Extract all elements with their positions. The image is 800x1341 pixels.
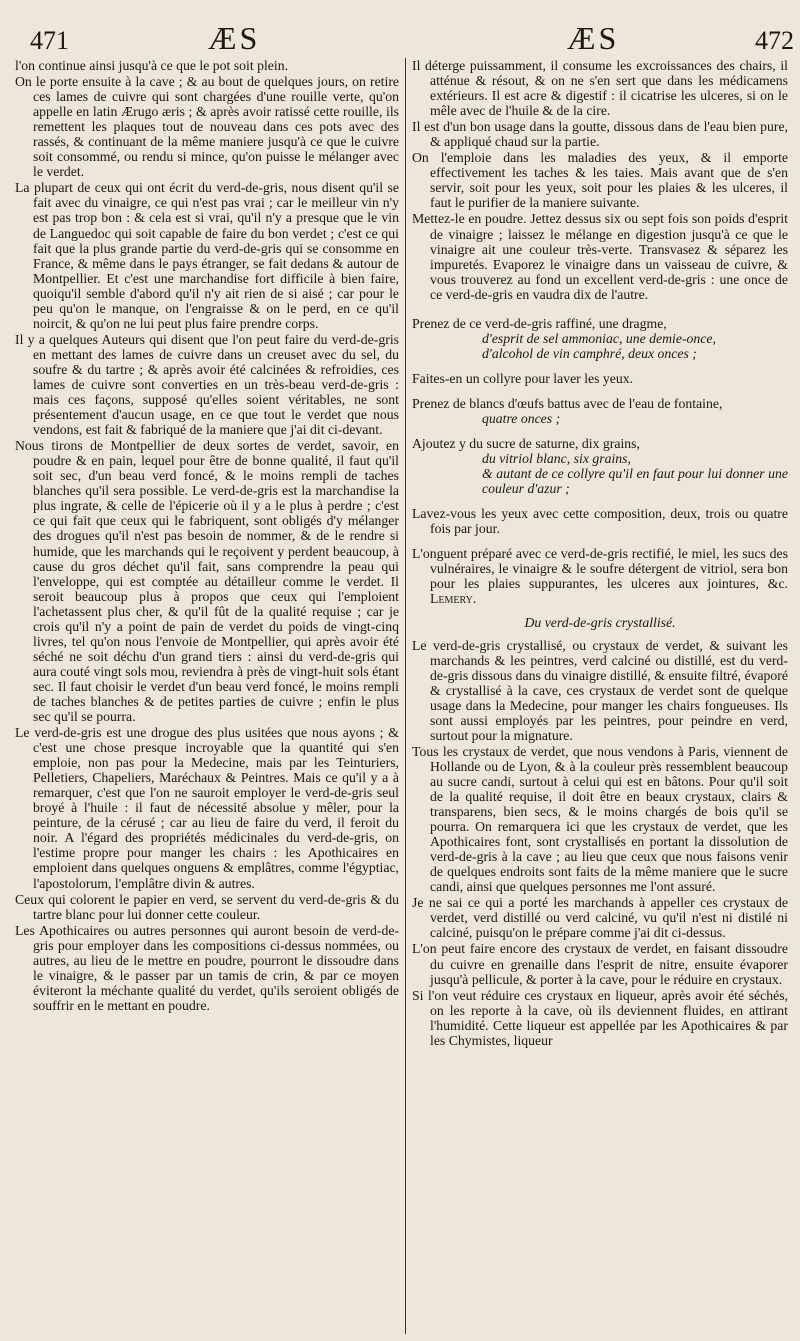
running-header (0, 12, 800, 56)
left-column (15, 58, 399, 1334)
left-page-number: 471 (30, 26, 69, 55)
recipe-line: Prenez de blancs d'œufs battus avec de l'eau de fontaine, (412, 395, 723, 411)
recipe-ingredient: d'esprit de sel ammoniac, une demie-once, (482, 330, 716, 346)
recipe-ingredients (412, 451, 788, 496)
right-paragraph: Mettez-le en poudre. Jettez dessus six ou sept fois son poids d'esprit de vinaigre ; laissez le mélange en digestion jusqu'à ce que le vinaigre ait une couleur très-verte. Transvasez & séparez les impuretés. Evaporez le vinaigre dans un vaisseau de cuivre, & vous trouverez au fond un excellent verd-de-gris : une once de ce verd-de-gris en vaudra dix de l'autre. (412, 211, 788, 302)
left-paragraph: Les Apothicaires ou autres personnes qui auront besoin de verd-de-gris pour employer dans les compositions ci-dessus nommées, ou autres, au lieu de le mettre en poudre, pourront le dissoudre dans le vinaigre, & le passer par un tamis de crin, & par ce moyen éviteront la méchante qualité du verdet, qu'ils seroient obligés de souffrir en le mettant en poudre. (15, 922, 399, 1013)
right-paragraph: Je ne sai ce qui a porté les marchands à appeller ces crystaux de verdet, verd distillé ou verd calciné, vu qu'il n'est ni distilé ni calciné, puisqu'on le prépare comme j'ai dit ci-dessus. (412, 895, 788, 941)
left-paragraph: On le porte ensuite à la cave ; & au bout de quelques jours, on retire ces lames de cuivre qui sont chargées d'une rouille verte, qu'on appelle en latin Ærugo æris ; & après avoir ratissé cette rouille, ils remettent les plaques tout de nouveau dans ces pots avec des rassés, & continuant de la même maniere jusqu'à ce que le cuivre soit consommé, ou rendu si mince, qu'on puisse le mélanger avec le verdet. (15, 74, 399, 180)
right-paragraph: Tous les crystaux de verdet, que nous vendons à Paris, viennent de Hollande ou de Lyon, & à la couleur près ressemblent beaucoup au sucre candi, surtout à celui qui est en bâtons. Pour qu'il soit de la qualité requise, il doit être en beaux crystaux, clairs & transparens, bien secs, & le moins chargés de bois qu'il se pourra. On remarquera ici que les crystaux de verdet, que les Apothicaires font, sont crystallisés en portant la dissolution de verd-de-gris à la cave ; au lieu que ceux que nous faisons venir de quelques endroits sont faits de la même maniere que le sucre candi, ainsi que quelques personnes me l'ont assuré. (412, 743, 788, 895)
right-paragraph (412, 546, 788, 606)
left-paragraph: Il y a quelques Auteurs qui disent que l'on peut faire du verd-de-gris en mettant des lames de cuivre dans un creuset avec du sel, du soufre & du tartre ; & après avoir été calcinées & refroidies, ces lames de cuivre sont converties en un très-beau verd-de-gris : mais ces façons, supposé qu'elles soient véritables, ne sont présentement d'aucun usage, en ce que tout le verdet que nous vendons, est fait & fabriqué de la maniere que j'ai dit ci-devant. (15, 331, 399, 438)
recipe-ingredient: & autant de ce collyre qu'il en faut pour lui donner une couleur d'azur ; (482, 466, 788, 497)
left-paragraph: Le verd-de-gris est une drogue des plus usitées que nous ayons ; & c'est une chose presque incroyable que la quantité qui s'en emploie, non pas pour la Medecine, mais par les Teinturiers, Pelletiers, Chapeliers, Maréchaux & Peintres. Mais ce qu'il y a à remarquer, c'est que l'on ne sauroit employer le verd-de-gris seul broyé à l'huile : il faut de nécessité absolue y mêler, pour la peinture, de la cérusé ; car au lieu de faire du verd, il feroit du noir. A l'égard des propriétés médicinales du verd-de-gris, on l'estime propre pour manger les chairs : les Apothicaires en emploient dans quelques onguens & emplâtres, comme l'égyptiac, l'apostolorum, l'emplâtre divin & autres. (15, 725, 399, 891)
left-running-title: ÆS (208, 20, 261, 56)
column-rule (405, 58, 406, 1334)
right-paragraph: Si l'on veut réduire ces crystaux en liqueur, après avoir été séchés, on les reporte à la cave, où ils deviennent fluides, en attirant l'humidité. Cette liqueur est appellée par les Apothicaires & par les Chymistes, liqueur (412, 987, 788, 1048)
section-subtitle: Du verd-de-gris crystallisé. (524, 614, 676, 630)
left-paragraph: l'on continue ainsi jusqu'à ce que le pot soit plein. (15, 58, 289, 73)
recipe-line: Lavez-vous les yeux avec cette composition, deux, trois ou quatre fois par jour. (412, 506, 788, 537)
recipe-line: Prenez de ce verd-de-gris raffiné, une dragme, (412, 315, 667, 331)
recipe-ingredient: quatre onces ; (482, 410, 561, 426)
recipe-ingredients (412, 331, 788, 361)
right-column (412, 58, 788, 1334)
right-running-title: ÆS (567, 20, 620, 56)
recipe-ingredient: du vitriol blanc, six grains, (482, 451, 631, 467)
left-paragraph: La plupart de ceux qui ont écrit du verd-de-gris, nous disent qu'il se fait avec du vinaigre, ce qui n'est pas vrai ; car le meilleur vin n'y est pas trop bon : & cela est si vrai, qu'il n'y a presque que le vin de Languedoc qui soit capable de faire du bon verdet ; c'est ce qui fait que la plus grande partie du verd-de-gris qui se consomme en France, & même dans le pays étranger, se fait dedans & autour de Montpellier. Et c'est une marchandise fort difficile à bien faire, quoiqu'il semble d'abord qu'il n'y ait rien de si aisé ; car pour le peu qu'on le manque, on l'engraisse & on le perd, en ce qu'il noircit, & qu'on ne lui peut plus faire prendre corps. (15, 180, 399, 331)
left-paragraph: Nous tirons de Montpellier de deux sortes de verdet, savoir, en poudre & en pain, lequel pour être de bonne qualité, il faut qu'il soit sec, d'un beau verd foncé, & le moins rempli de taches blanches qu'il sera possible. Le verd-de-gris est la marchandise la plus ingrate, & celle de l'épicerie où il y a le plus à perdre ; c'est ce qui fait que ceux qui le fabriquent, sont obligés d'y mélanger des drogues qu'il n'est pas besoin de nommer, & de le rendre si humide, que les marchands qui le reçoivent y perdent beaucoup, à cause du gros déchet qu'il fait, sans comprendre la peau qui l'enveloppe, qui est comptée au détailleur comme le verdet. Il seroit beaucoup plus à propos que ceux qui l'emploient l'achetassent plus cher, & qu'il fût de la qualité requise ; car je crois qu'il n'y a point de pain de verdet du poids de vingt-cinq livres, tel qu'on nous l'envoie de Montpellier, qui après avoir été séché ne soit déchu d'un grand tiers : ainsi du verd-de-gris qui aura couté vingt sols mou, reviendra à près de vingt-huit sols étant sec. Il faut choisir le verdet d'un beau verd foncé, le moins rempli de taches blanches & de petites parties de cuivre ; enfin le plus sec qu'il se pourra. (15, 438, 399, 725)
right-paragraph: Il est d'un bon usage dans la goutte, dissous dans de l'eau bien pure, & appliqué chaud sur la partie. (412, 119, 788, 150)
author-name: Lemery. (430, 591, 477, 607)
right-paragraph: Il déterge puissamment, il consume les excroissances des chairs, il atténue & résout, & on ne s'en sert que dans les médicamens extérieurs. Il est acre & digestif : il cicatrise les ulceres, si on le mêle avec de l'huile & de la cire. (412, 58, 788, 119)
recipe-ingredient: d'alcohol de vin camphré, deux onces ; (482, 345, 697, 361)
onguent-text: L'onguent préparé avec ce verd-de-gris rectifié, le miel, les sucs des vulnéraires, le vinaigre & le soufre détergent de vitriol, sera bon pour les plaies suppurantes, les ulceres aux jointures, &c. (412, 546, 788, 592)
recipe-line: Faites-en un collyre pour laver les yeux. (412, 370, 634, 386)
right-page-number: 472 (755, 26, 794, 55)
right-paragraph: L'on peut faire encore des crystaux de verdet, en faisant dissoudre du cuivre en grenaille dans l'esprit de nitre, ensuite évaporer jusqu'à pellicule, & porter à la cave, pour le réduire en crystaux. (412, 941, 788, 987)
left-paragraph: Ceux qui colorent le papier en verd, se servent du verd-de-gris & du tartre blanc pour lui donner cette couleur. (15, 891, 399, 922)
recipe-line: Ajoutez y du sucre de saturne, dix grains, (412, 436, 640, 452)
right-paragraph: On l'emploie dans les maladies des yeux, & il emporte effectivement les taches & les taies. Mais avant que de s'en servir, soit pour les yeux, soit pour les plaies & les ulceres, il faut le purifier de la maniere suivante. (412, 150, 788, 211)
right-paragraph: Le verd-de-gris crystallisé, ou crystaux de verdet, & suivant les marchands & les peintres, verd calciné ou distillé, est du verd-de-gris dissous dans du vinaigre distillé, & ensuite filtré, évaporé & crystallisé à la cave, ces crystaux de verdet sont de quelque usage dans la Medecine, pour manger les chairs fongueuses. Ils sont aussi employés par les peintres, pour peindre en verd, surtout pour la mignature. (412, 637, 788, 743)
recipe-ingredients (412, 411, 788, 426)
